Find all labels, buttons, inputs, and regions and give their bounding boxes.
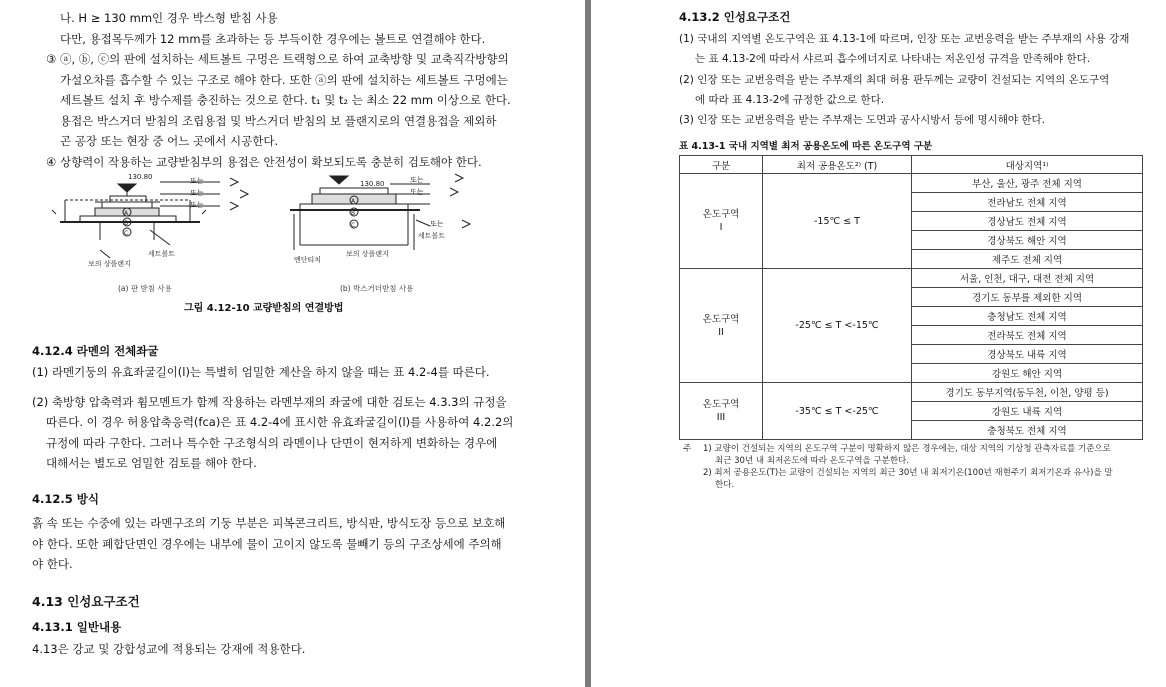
- zone-2-region: 경기도 동부를 제외한 지역: [912, 288, 1143, 307]
- fig-b-mark-a: A: [351, 198, 356, 205]
- s4125-line2: 야 한다. 또한 폐합단면인 경우에는 내부에 물이 고이지 않도록 물빼기 등의 구조상세에 주의해: [32, 537, 502, 551]
- s4132-p1-l2: 는 표 4.13-2에 따라서 샤르피 흡수에너지로 나타내는 저온인성 규격을 만족해야 한다.: [695, 53, 1091, 65]
- fig-a-or2: 또는: [190, 189, 204, 197]
- para3-line4: 용접은 박스거더 받침의 조립용접 및 박스거더 받침의 보 플랜지로의 연결용접을 제외하: [60, 114, 497, 128]
- s4132-p1-l1: (1) 국내의 지역별 온도구역은 표 4.13-1에 따르며, 인장 또는 교번응력을 받는 주부재의 사용 강재: [679, 33, 1130, 45]
- s4124-para2-l3: 규정에 따라 구한다. 그러나 특수한 구조형식의 라멘이나 단면이 현저하게 변화하는 경우에: [46, 436, 498, 450]
- section-4124-title: 4.12.4 라멘의 전체좌굴: [32, 344, 159, 358]
- fig-b-endplate: 맨단티치: [294, 256, 322, 264]
- figure-plate-bearing: [40, 170, 270, 290]
- figure-box-bearing: [290, 170, 490, 290]
- fig-a-or3: 또는: [190, 201, 204, 209]
- fig-sub-b: (b) 박스거더받침 사용: [340, 284, 414, 293]
- note-label: 주: [683, 444, 692, 454]
- s4125-line3: 야 한다.: [32, 557, 73, 571]
- fig-b-or2: 또는: [410, 188, 424, 196]
- note1-line2: 최근 30년 내 최저온도에 따라 온도구역을 구분한다.: [715, 456, 909, 466]
- fig-a-setbolt: 세트볼트: [148, 250, 176, 258]
- fig-a-mark-c: C: [124, 230, 129, 237]
- fig-b-mark-b: B: [351, 210, 356, 217]
- para4: ④ 상향력이 작용하는 교량받침부의 용접은 안전성이 확보되도록 충분히 검토해야 한다.: [46, 155, 482, 169]
- zone-1-region: 부산, 울산, 광주 전체 지역: [912, 174, 1143, 193]
- zone-1-temp: -15℃ ≤ T: [763, 174, 912, 269]
- note2-line2: 한다.: [715, 480, 735, 490]
- th-region: 대상지역¹⁾: [912, 156, 1143, 174]
- zone-1-region: 경상남도 전체 지역: [912, 212, 1143, 231]
- zone-3-region: 강원도 내륙 지역: [912, 402, 1143, 421]
- s4132-p2-l1: (2) 인장 또는 교번응력을 받는 주부재의 최대 허용 판두께는 교량이 건설되는 지역의 온도구역: [679, 74, 1110, 86]
- figure-caption: 그림 4.12-10 교량받침의 연결방법: [184, 303, 344, 314]
- s4132-p3: (3) 인장 또는 교번응력을 받는 주부재는 도면과 공사시방서 등에 명시해야 한다.: [679, 114, 1046, 126]
- zone-3-temp: -35℃ ≤ T <-25℃: [763, 383, 912, 440]
- s4125-line1: 흙 속 또는 수중에 있는 라멘구조의 기둥 부분은 피복콘크리트, 방식판, 방식도장 등으로 보호해: [32, 516, 506, 530]
- zone-3-name: 온도구역 III: [680, 383, 763, 440]
- fig-a-flange: 보의 상플랜지: [88, 260, 131, 268]
- zone-1-region: 제주도 전체 지역: [912, 250, 1143, 269]
- fig-b-or1: 또는: [410, 176, 424, 184]
- fig-b-mark-c: C: [351, 222, 356, 229]
- s4131-para: 4.13은 강교 및 강합성교에 적용되는 강재에 적용한다.: [32, 642, 306, 656]
- s4124-para1: (1) 라멘기둥의 유효좌굴길이(l)는 특별히 엄밀한 계산을 하지 않을 때는 표 4.2-4를 따른다.: [32, 365, 490, 379]
- note1-line1: 1) 교량이 건설되는 지역의 온도구역 구분이 명확하지 않은 경우에는, 대상 지역의 기상청 관측자료를 기준으로: [703, 444, 1111, 454]
- zone-2-region: 경상북도 내륙 지역: [912, 345, 1143, 364]
- zone-3-region: 경기도 동부지역(동두천, 이천, 양평 등): [912, 383, 1143, 402]
- zone-1-name: 온도구역 I: [680, 174, 763, 269]
- section-4125-title: 4.12.5 방식: [32, 492, 99, 506]
- fig-b-dim: 130.80: [360, 180, 385, 188]
- th-category: 구분: [680, 156, 763, 174]
- fig-b-or3: 또는: [430, 220, 444, 228]
- section-4131-title: 4.13.1 일반내용: [32, 620, 122, 634]
- zone-1-region: 경상북도 해안 지역: [912, 231, 1143, 250]
- fig-sub-a: (a) 판 받침 사용: [118, 284, 172, 293]
- zone-2-region: 강원도 해안 지역: [912, 364, 1143, 383]
- zone-3-region: 충청북도 전체 지역: [912, 421, 1143, 440]
- item-na: 나. H ≥ 130 mm인 경우 박스형 받침 사용: [60, 11, 278, 25]
- zone-1-region: 전라남도 전체 지역: [912, 193, 1143, 212]
- s4124-para2-l4: 대해서는 별도로 엄밀한 검토를 해야 한다.: [46, 456, 257, 470]
- section-4132-title: 4.13.2 인성요구조건: [679, 10, 791, 24]
- temperature-zone-table: [679, 155, 1143, 440]
- zone-2-region: 충청남도 전체 지역: [912, 307, 1143, 326]
- fig-b-flange: 보의 상플랜지: [346, 250, 389, 258]
- zone-2-name: 온도구역 II: [680, 269, 763, 383]
- fig-a-or1: 또는: [190, 177, 204, 185]
- fig-b-setbolt: 세트볼트: [418, 232, 446, 240]
- s4124-para2-l2: 따른다. 이 경우 허용압축응력(fca)은 표 4.2-4에 표시한 유효좌굴길이(l)를 사용하여 4.2.2의: [46, 415, 514, 429]
- para3-line3: 세트볼트 설치 후 방수제를 충진하는 것으로 한다. t₁ 및 t₂ 는 최소 22 mm 이상으로 한다.: [60, 93, 511, 107]
- note2-line1: 2) 최저 공용온도(T)는 교량이 건설되는 지역의 최근 30년 내 최저기온(100년 재현주기 최저기온과 유사)을 말: [703, 468, 1113, 478]
- zone-2-region: 전라북도 전체 지역: [912, 326, 1143, 345]
- para3-line2: 가설오차를 흡수할 수 있는 구조로 해야 한다. 또한 ⓐ의 판에 설치하는 세트볼트 구멍에는: [60, 73, 508, 87]
- para3-line1: ③ ⓐ, ⓑ, ⓒ의 판에 설치하는 세트볼트 구멍은 트랙형으로 하여 교축방향 및 교축직각방향의: [46, 52, 509, 66]
- fig-a-mark-b: B: [124, 220, 129, 227]
- section-413-title: 4.13 인성요구조건: [32, 594, 140, 609]
- fig-a-dim: 130.80: [128, 173, 153, 181]
- item-na-note: 다만, 용접목두께가 12 mm를 초과하는 등 부득이한 경우에는 볼트로 연결해야 한다.: [60, 32, 486, 46]
- s4124-para2-l1: (2) 축방향 압축력과 휨모멘트가 함께 작용하는 라멘부재의 좌굴에 대한 검토는 4.3.3의 규정을: [32, 395, 507, 409]
- fig-a-mark-a: A: [124, 210, 129, 217]
- right-page: [591, 0, 1166, 687]
- th-min-temp: 최저 공용온도²⁾ (T): [763, 156, 912, 174]
- zone-2-temp: -25℃ ≤ T <-15℃: [763, 269, 912, 383]
- para3-line5: 곤 공장 또는 현장 중 어느 곳에서 시공한다.: [60, 134, 279, 148]
- s4132-p2-l2: 에 따라 표 4.13-2에 규정한 값으로 한다.: [695, 94, 885, 106]
- table-caption: 표 4.13-1 국내 지역별 최저 공용온도에 따른 온도구역 구분: [679, 141, 933, 152]
- zone-2-region: 서울, 인천, 대구, 대전 전체 지역: [912, 269, 1143, 288]
